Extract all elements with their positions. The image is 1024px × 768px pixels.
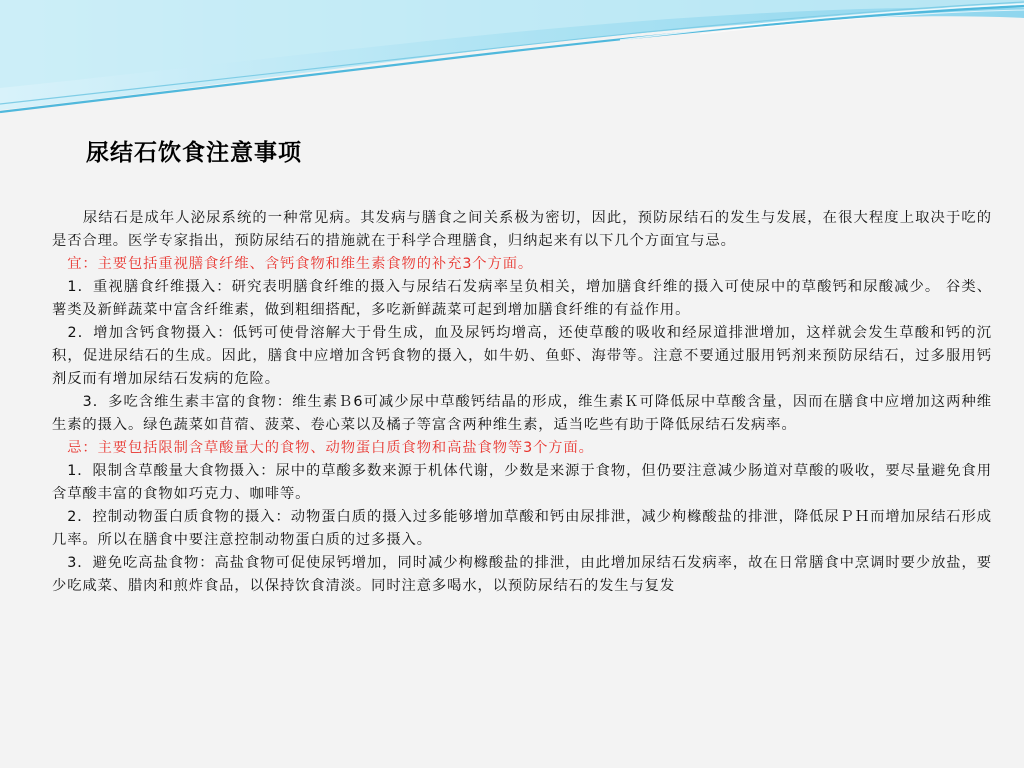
recommended-heading: 宜：主要包括重视膳食纤维、含钙食物和维生素食物的补充3个方面。 xyxy=(52,256,534,272)
avoid-item-2: 2．控制动物蛋白质食物的摄入：动物蛋白质的摄入过多能够增加草酸和钙由尿排泄，减少枸橼酸盐的排泄，降低尿ＰＨ而增加尿结石形成几率。所以在膳食中要注意控制动物蛋白质的过多摄入。 xyxy=(52,509,992,548)
avoid-heading: 忌：主要包括限制含草酸量大的食物、动物蛋白质食物和高盐食物等3个方面。 xyxy=(52,440,594,456)
recommended-item-2: 2．增加含钙食物摄入：低钙可使骨溶解大于骨生成，血及尿钙均增高，还使草酸的吸收和经尿道排泄增加，这样就会发生草酸和钙的沉积，促进尿结石的生成。因此，膳食中应增加含钙食物的摄入，如牛奶、鱼虾、海带等。注意不要通过服用钙剂来预防尿结石，过多服用钙剂反而有增加尿结石发病的危险。 xyxy=(52,325,992,387)
recommended-item-3: 3．多吃含维生素丰富的食物：维生素Ｂ6可减少尿中草酸钙结晶的形成，维生素Ｋ可降低尿中草酸含量，因而在膳食中应增加这两种维生素的摄入。绿色蔬菜如苜蓿、菠菜、卷心菜以及橘子等富含两种维生素，适当吃些有助于降低尿结石发病率。 xyxy=(52,394,992,433)
recommended-item-1: 1．重视膳食纤维摄入：研究表明膳食纤维的摄入与尿结石发病率呈负相关，增加膳食纤维的摄入可使尿中的草酸钙和尿酸减少。 谷类、薯类及新鲜蔬菜中富含纤维素，做到粗细搭配，多吃新鲜蔬菜可起到增加膳食纤维的有益作用。 xyxy=(52,279,992,318)
page-title: 尿结石饮食注意事项 xyxy=(86,140,302,166)
avoid-item-3: 3．避免吃高盐食物：高盐食物可促使尿钙增加，同时减少枸橼酸盐的排泄，由此增加尿结石发病率，故在日常膳食中烹调时要少放盐，要少吃咸菜、腊肉和煎炸食品，以保持饮食清淡。同时注意多喝水，以预防尿结石的发生与复发 xyxy=(52,555,992,594)
article-body xyxy=(52,207,992,598)
intro-paragraph: 尿结石是成年人泌尿系统的一种常见病。其发病与膳食之间关系极为密切，因此，预防尿结石的发生与发展，在很大程度上取决于吃的是否合理。医学专家指出，预防尿结石的措施就在于科学合理膳食，归纳起来有以下几个方面宜与忌。 xyxy=(52,210,992,249)
avoid-item-1: 1．限制含草酸量大食物摄入：尿中的草酸多数来源于机体代谢，少数是来源于食物，但仍要注意减少肠道对草酸的吸收，要尽量避免食用含草酸丰富的食物如巧克力、咖啡等。 xyxy=(52,463,992,502)
header-wave-decoration xyxy=(0,0,1024,140)
